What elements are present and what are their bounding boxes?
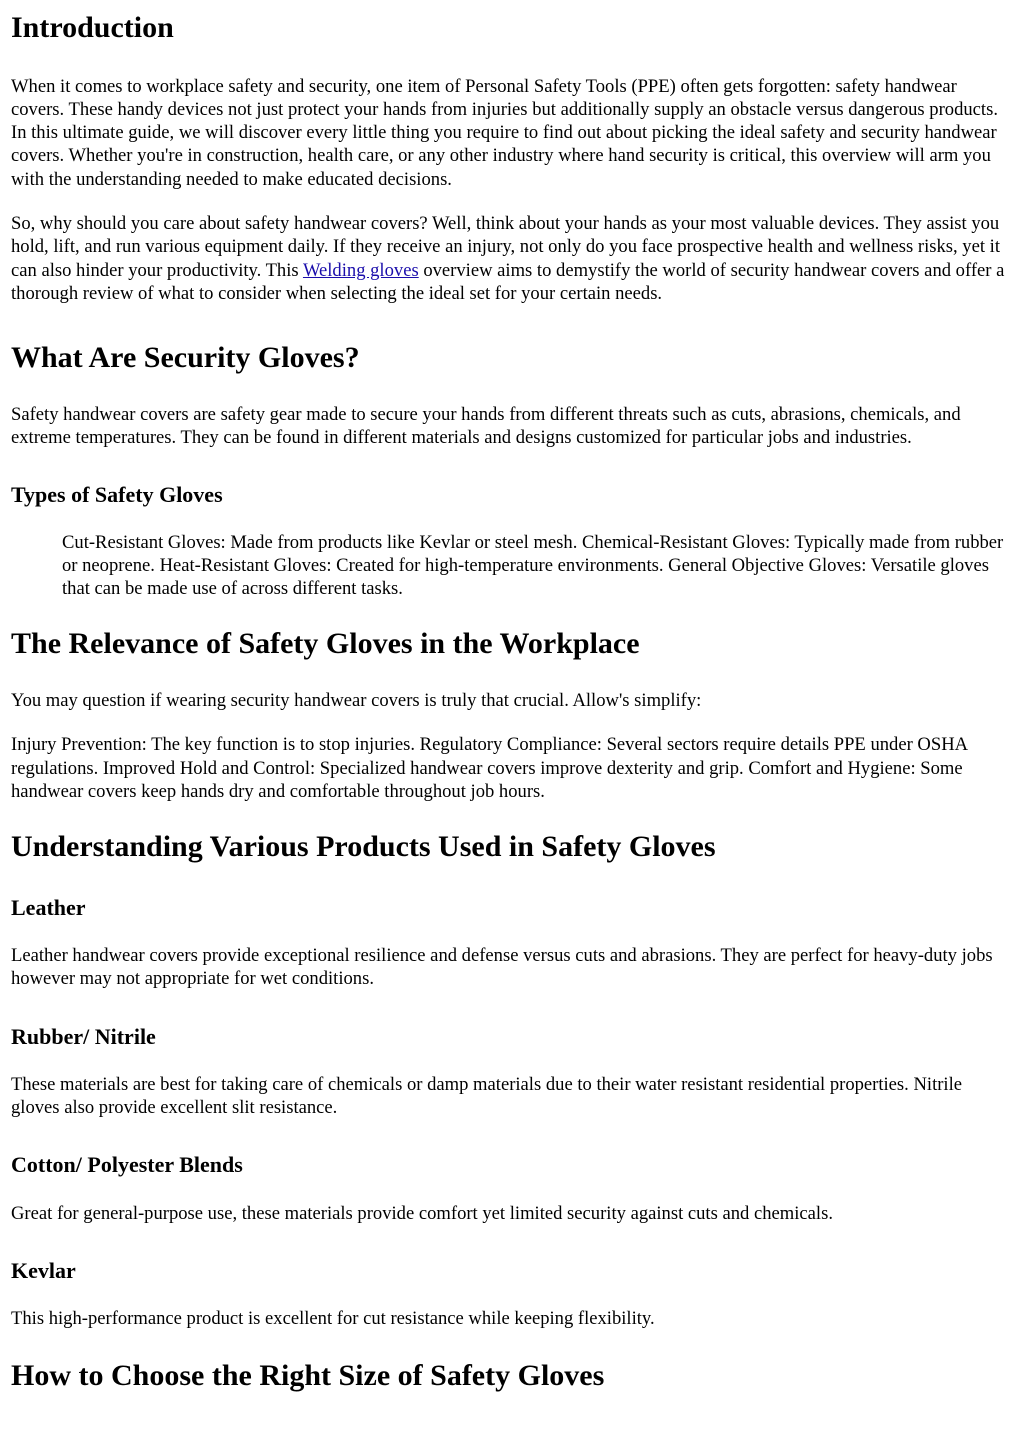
- heading-introduction: Introduction: [11, 11, 174, 44]
- intro-paragraph-1: When it comes to workplace safety and security, one item of Personal Safety Tools (PPE) often gets forgotten: safety handwear covers. These handy devices not just protect your hands from injuries but additionally supply an obstacle versus dangerous products. In this ultimate guide, we will discover every little thing you require to find out about picking the ideal safety and security handwear covers. Whether you're in construction, health care, or any other industry where hand security is critical, this overview will arm you with the understanding needed to make educated decisions.: [11, 75, 998, 190]
- welding-gloves-link[interactable]: Welding gloves: [302, 259, 419, 281]
- leather-paragraph: Leather handwear covers provide exceptional resilience and defense versus cuts and abrasions. They are perfect for heavy-duty jobs however may not appropriate for wet conditions.: [11, 944, 993, 990]
- rubber-paragraph: These materials are best for taking care of chemicals or damp materials due to their water resistant residential properties. Nitrile gloves also provide excellent slit resistance.: [11, 1073, 963, 1119]
- relevance-paragraph-2: Injury Prevention: The key function is to stop injuries. Regulatory Compliance: Several sectors require details PPE under OSHA regulations. Improved Hold and Control: Specialized handwear covers improve dexterity and grip. Comfort and Hygiene: Some handwear covers keep hands dry and comfortable throughout job hours.: [11, 734, 968, 802]
- heading-what-are-security-gloves: What Are Security Gloves?: [11, 341, 360, 375]
- what-are-paragraph: Safety handwear covers are safety gear made to secure your hands from different threats such as cuts, abrasions, chemicals, and extreme temperatures. They can be found in different materials and designs customized for particular jobs and industries.: [11, 403, 961, 448]
- heading-types-of-safety-gloves: Types of Safety Gloves: [11, 482, 223, 508]
- kevlar-paragraph: This high-performance product is excellent for cut resistance while keeping flexibility.: [11, 1308, 655, 1330]
- cotton-paragraph: Great for general-purpose use, these materials provide comfort yet limited security against cuts and chemicals.: [11, 1202, 833, 1224]
- intro-paragraph-2: [11, 212, 1014, 305]
- heading-choose-size: How to Choose the Right Size of Safety Gloves: [11, 1358, 605, 1392]
- relevance-paragraph-1: You may question if wearing security handwear covers is truly that crucial. Allow's simplify:: [11, 689, 702, 711]
- types-blockquote: Cut-Resistant Gloves: Made from products like Kevlar or steel mesh. Chemical-Resistant Gloves: Typically made from rubber or neoprene. Heat-Resistant Gloves: Created for high-temperature environments. General Objective Gloves: Versatile gloves that can be made use of across different tasks.: [62, 531, 1004, 600]
- heading-leather: Leather: [11, 894, 86, 920]
- intro-paragraph-2-end: overview aims to demystify the world of security handwear covers and offer a thorough review of what to consider when selecting the ideal set for your certain needs.: [11, 259, 1005, 304]
- heading-kevlar: Kevlar: [11, 1258, 76, 1284]
- intro-paragraph-2-start: So, why should you care about safety handwear covers? Well, think about your hands as your most valuable devices. They assist you hold, lift, and run various equipment daily. If they receive an injury, not only do you face prospective health and wellness risks, yet it can also hinder your productivity. This: [11, 212, 1000, 281]
- heading-cotton-polyester: Cotton/ Polyester Blends: [11, 1152, 243, 1178]
- heading-relevance: The Relevance of Safety Gloves in the Workplace: [11, 627, 640, 661]
- heading-materials: Understanding Various Products Used in Safety Gloves: [11, 830, 716, 864]
- heading-rubber-nitrile: Rubber/ Nitrile: [11, 1023, 156, 1049]
